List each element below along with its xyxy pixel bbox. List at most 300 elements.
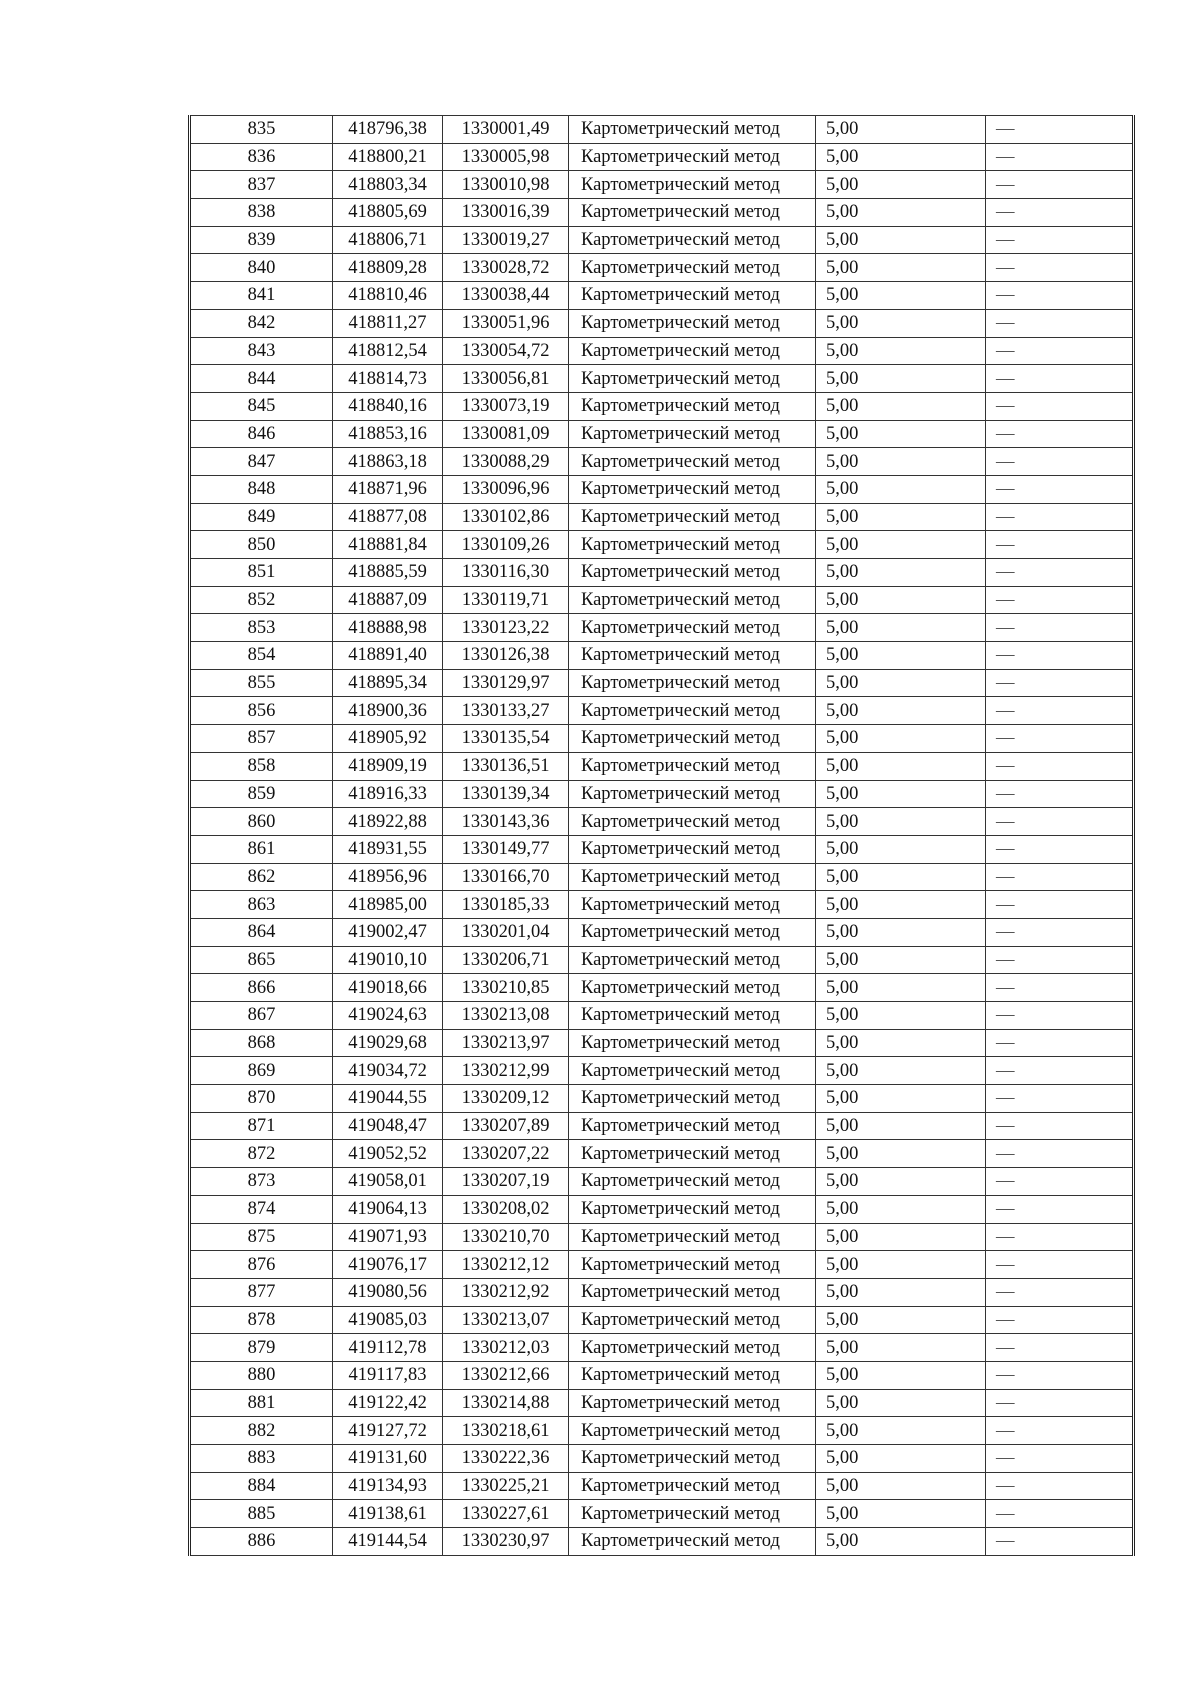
x-coordinate-cell: 419080,56 xyxy=(333,1278,443,1306)
table-row xyxy=(190,863,1134,891)
point-number-cell: 858 xyxy=(190,752,333,780)
note-cell: — xyxy=(986,475,1134,503)
method-cell: Картометрический метод xyxy=(569,254,816,282)
accuracy-cell: 5,00 xyxy=(816,1528,986,1556)
method-cell: Картометрический метод xyxy=(569,1140,816,1168)
y-coordinate-cell: 1330166,70 xyxy=(443,863,569,891)
accuracy-cell: 5,00 xyxy=(816,725,986,753)
point-number-cell: 836 xyxy=(190,143,333,171)
method-cell: Картометрический метод xyxy=(569,1445,816,1473)
point-number-cell: 841 xyxy=(190,282,333,310)
method-cell: Картометрический метод xyxy=(569,1472,816,1500)
note-cell: — xyxy=(986,1057,1134,1085)
point-number-cell: 853 xyxy=(190,614,333,642)
point-number-cell: 875 xyxy=(190,1223,333,1251)
table-row xyxy=(190,946,1134,974)
accuracy-cell: 5,00 xyxy=(816,1417,986,1445)
method-cell: Картометрический метод xyxy=(569,1002,816,1030)
point-number-cell: 866 xyxy=(190,974,333,1002)
y-coordinate-cell: 1330206,71 xyxy=(443,946,569,974)
point-number-cell: 845 xyxy=(190,392,333,420)
table-row xyxy=(190,586,1134,614)
table-row xyxy=(190,780,1134,808)
y-coordinate-cell: 1330081,09 xyxy=(443,420,569,448)
point-number-cell: 838 xyxy=(190,199,333,227)
point-number-cell: 842 xyxy=(190,309,333,337)
accuracy-cell: 5,00 xyxy=(816,614,986,642)
y-coordinate-cell: 1330230,97 xyxy=(443,1528,569,1556)
y-coordinate-cell: 1330208,02 xyxy=(443,1195,569,1223)
accuracy-cell: 5,00 xyxy=(816,1085,986,1113)
method-cell: Картометрический метод xyxy=(569,1057,816,1085)
note-cell: — xyxy=(986,1002,1134,1030)
x-coordinate-cell: 418810,46 xyxy=(333,282,443,310)
note-cell: — xyxy=(986,1528,1134,1556)
method-cell: Картометрический метод xyxy=(569,1168,816,1196)
accuracy-cell: 5,00 xyxy=(816,1389,986,1417)
note-cell: — xyxy=(986,1251,1134,1279)
y-coordinate-cell: 1330213,07 xyxy=(443,1306,569,1334)
x-coordinate-cell: 418909,19 xyxy=(333,752,443,780)
table-row xyxy=(190,199,1134,227)
y-coordinate-cell: 1330201,04 xyxy=(443,918,569,946)
y-coordinate-cell: 1330038,44 xyxy=(443,282,569,310)
note-cell: — xyxy=(986,1029,1134,1057)
note-cell: — xyxy=(986,835,1134,863)
y-coordinate-cell: 1330210,85 xyxy=(443,974,569,1002)
note-cell: — xyxy=(986,808,1134,836)
y-coordinate-cell: 1330005,98 xyxy=(443,143,569,171)
y-coordinate-cell: 1330126,38 xyxy=(443,642,569,670)
coordinates-table xyxy=(188,115,1135,1556)
note-cell: — xyxy=(986,780,1134,808)
x-coordinate-cell: 419064,13 xyxy=(333,1195,443,1223)
method-cell: Картометрический метод xyxy=(569,697,816,725)
method-cell: Картометрический метод xyxy=(569,835,816,863)
method-cell: Картометрический метод xyxy=(569,226,816,254)
note-cell: — xyxy=(986,1445,1134,1473)
accuracy-cell: 5,00 xyxy=(816,946,986,974)
accuracy-cell: 5,00 xyxy=(816,254,986,282)
note-cell: — xyxy=(986,116,1134,144)
point-number-cell: 857 xyxy=(190,725,333,753)
method-cell: Картометрический метод xyxy=(569,1389,816,1417)
point-number-cell: 846 xyxy=(190,420,333,448)
method-cell: Картометрический метод xyxy=(569,1251,816,1279)
table-row xyxy=(190,392,1134,420)
table-row xyxy=(190,891,1134,919)
table-row xyxy=(190,337,1134,365)
accuracy-cell: 5,00 xyxy=(816,1500,986,1528)
method-cell: Картометрический метод xyxy=(569,1417,816,1445)
point-number-cell: 859 xyxy=(190,780,333,808)
point-number-cell: 878 xyxy=(190,1306,333,1334)
note-cell: — xyxy=(986,697,1134,725)
point-number-cell: 864 xyxy=(190,918,333,946)
note-cell: — xyxy=(986,1334,1134,1362)
x-coordinate-cell: 419024,63 xyxy=(333,1002,443,1030)
accuracy-cell: 5,00 xyxy=(816,1057,986,1085)
x-coordinate-cell: 418853,16 xyxy=(333,420,443,448)
table-row xyxy=(190,1334,1134,1362)
note-cell: — xyxy=(986,448,1134,476)
method-cell: Картометрический метод xyxy=(569,1306,816,1334)
table-row xyxy=(190,642,1134,670)
y-coordinate-cell: 1330133,27 xyxy=(443,697,569,725)
accuracy-cell: 5,00 xyxy=(816,365,986,393)
accuracy-cell: 5,00 xyxy=(816,1472,986,1500)
x-coordinate-cell: 419131,60 xyxy=(333,1445,443,1473)
accuracy-cell: 5,00 xyxy=(816,1002,986,1030)
accuracy-cell: 5,00 xyxy=(816,1278,986,1306)
accuracy-cell: 5,00 xyxy=(816,918,986,946)
y-coordinate-cell: 1330054,72 xyxy=(443,337,569,365)
method-cell: Картометрический метод xyxy=(569,171,816,199)
x-coordinate-cell: 419085,03 xyxy=(333,1306,443,1334)
method-cell: Картометрический метод xyxy=(569,1223,816,1251)
y-coordinate-cell: 1330149,77 xyxy=(443,835,569,863)
x-coordinate-cell: 419010,10 xyxy=(333,946,443,974)
accuracy-cell: 5,00 xyxy=(816,503,986,531)
table-row xyxy=(190,143,1134,171)
y-coordinate-cell: 1330136,51 xyxy=(443,752,569,780)
y-coordinate-cell: 1330218,61 xyxy=(443,1417,569,1445)
x-coordinate-cell: 418863,18 xyxy=(333,448,443,476)
note-cell: — xyxy=(986,1306,1134,1334)
accuracy-cell: 5,00 xyxy=(816,282,986,310)
table-row xyxy=(190,365,1134,393)
method-cell: Картометрический метод xyxy=(569,808,816,836)
note-cell: — xyxy=(986,1140,1134,1168)
point-number-cell: 873 xyxy=(190,1168,333,1196)
point-number-cell: 870 xyxy=(190,1085,333,1113)
method-cell: Картометрический метод xyxy=(569,420,816,448)
x-coordinate-cell: 419144,54 xyxy=(333,1528,443,1556)
note-cell: — xyxy=(986,1389,1134,1417)
table-row xyxy=(190,1112,1134,1140)
y-coordinate-cell: 1330019,27 xyxy=(443,226,569,254)
table-row xyxy=(190,752,1134,780)
x-coordinate-cell: 419138,61 xyxy=(333,1500,443,1528)
x-coordinate-cell: 419071,93 xyxy=(333,1223,443,1251)
point-number-cell: 850 xyxy=(190,531,333,559)
point-number-cell: 867 xyxy=(190,1002,333,1030)
x-coordinate-cell: 419127,72 xyxy=(333,1417,443,1445)
x-coordinate-cell: 419044,55 xyxy=(333,1085,443,1113)
y-coordinate-cell: 1330207,19 xyxy=(443,1168,569,1196)
method-cell: Картометрический метод xyxy=(569,1361,816,1389)
point-number-cell: 855 xyxy=(190,669,333,697)
x-coordinate-cell: 419034,72 xyxy=(333,1057,443,1085)
y-coordinate-cell: 1330213,97 xyxy=(443,1029,569,1057)
point-number-cell: 868 xyxy=(190,1029,333,1057)
y-coordinate-cell: 1330227,61 xyxy=(443,1500,569,1528)
x-coordinate-cell: 418806,71 xyxy=(333,226,443,254)
table-row xyxy=(190,725,1134,753)
point-number-cell: 835 xyxy=(190,116,333,144)
note-cell: — xyxy=(986,1223,1134,1251)
y-coordinate-cell: 1330207,22 xyxy=(443,1140,569,1168)
point-number-cell: 880 xyxy=(190,1361,333,1389)
accuracy-cell: 5,00 xyxy=(816,392,986,420)
table-row xyxy=(190,1085,1134,1113)
y-coordinate-cell: 1330088,29 xyxy=(443,448,569,476)
method-cell: Картометрический метод xyxy=(569,337,816,365)
note-cell: — xyxy=(986,282,1134,310)
accuracy-cell: 5,00 xyxy=(816,891,986,919)
table-row xyxy=(190,1445,1134,1473)
accuracy-cell: 5,00 xyxy=(816,1112,986,1140)
table-row xyxy=(190,559,1134,587)
point-number-cell: 847 xyxy=(190,448,333,476)
table-row xyxy=(190,697,1134,725)
x-coordinate-cell: 419058,01 xyxy=(333,1168,443,1196)
y-coordinate-cell: 1330225,21 xyxy=(443,1472,569,1500)
accuracy-cell: 5,00 xyxy=(816,448,986,476)
x-coordinate-cell: 418891,40 xyxy=(333,642,443,670)
method-cell: Картометрический метод xyxy=(569,531,816,559)
y-coordinate-cell: 1330102,86 xyxy=(443,503,569,531)
x-coordinate-cell: 418871,96 xyxy=(333,475,443,503)
note-cell: — xyxy=(986,420,1134,448)
note-cell: — xyxy=(986,1361,1134,1389)
method-cell: Картометрический метод xyxy=(569,1195,816,1223)
x-coordinate-cell: 419122,42 xyxy=(333,1389,443,1417)
table-row xyxy=(190,1223,1134,1251)
y-coordinate-cell: 1330213,08 xyxy=(443,1002,569,1030)
accuracy-cell: 5,00 xyxy=(816,1168,986,1196)
table-row xyxy=(190,1389,1134,1417)
x-coordinate-cell: 418887,09 xyxy=(333,586,443,614)
x-coordinate-cell: 418931,55 xyxy=(333,835,443,863)
table-row xyxy=(190,1417,1134,1445)
table-row xyxy=(190,1306,1134,1334)
x-coordinate-cell: 418888,98 xyxy=(333,614,443,642)
table-row xyxy=(190,1195,1134,1223)
accuracy-cell: 5,00 xyxy=(816,116,986,144)
x-coordinate-cell: 418881,84 xyxy=(333,531,443,559)
method-cell: Картометрический метод xyxy=(569,1112,816,1140)
note-cell: — xyxy=(986,891,1134,919)
accuracy-cell: 5,00 xyxy=(816,808,986,836)
point-number-cell: 872 xyxy=(190,1140,333,1168)
note-cell: — xyxy=(986,1168,1134,1196)
table-row xyxy=(190,171,1134,199)
x-coordinate-cell: 418877,08 xyxy=(333,503,443,531)
note-cell: — xyxy=(986,725,1134,753)
x-coordinate-cell: 419112,78 xyxy=(333,1334,443,1362)
table-row xyxy=(190,1500,1134,1528)
table-row xyxy=(190,309,1134,337)
method-cell: Картометрический метод xyxy=(569,642,816,670)
method-cell: Картометрический метод xyxy=(569,559,816,587)
x-coordinate-cell: 418885,59 xyxy=(333,559,443,587)
point-number-cell: 843 xyxy=(190,337,333,365)
accuracy-cell: 5,00 xyxy=(816,752,986,780)
table-row xyxy=(190,475,1134,503)
x-coordinate-cell: 418985,00 xyxy=(333,891,443,919)
accuracy-cell: 5,00 xyxy=(816,420,986,448)
note-cell: — xyxy=(986,559,1134,587)
note-cell: — xyxy=(986,503,1134,531)
method-cell: Картометрический метод xyxy=(569,946,816,974)
note-cell: — xyxy=(986,863,1134,891)
x-coordinate-cell: 419076,17 xyxy=(333,1251,443,1279)
note-cell: — xyxy=(986,974,1134,1002)
note-cell: — xyxy=(986,254,1134,282)
point-number-cell: 849 xyxy=(190,503,333,531)
note-cell: — xyxy=(986,365,1134,393)
point-number-cell: 851 xyxy=(190,559,333,587)
method-cell: Картометрический метод xyxy=(569,143,816,171)
note-cell: — xyxy=(986,614,1134,642)
x-coordinate-cell: 419029,68 xyxy=(333,1029,443,1057)
note-cell: — xyxy=(986,586,1134,614)
method-cell: Картометрический метод xyxy=(569,918,816,946)
point-number-cell: 861 xyxy=(190,835,333,863)
point-number-cell: 869 xyxy=(190,1057,333,1085)
y-coordinate-cell: 1330207,89 xyxy=(443,1112,569,1140)
y-coordinate-cell: 1330212,12 xyxy=(443,1251,569,1279)
table-row xyxy=(190,420,1134,448)
table-row xyxy=(190,226,1134,254)
table-body xyxy=(190,116,1134,1556)
x-coordinate-cell: 418956,96 xyxy=(333,863,443,891)
accuracy-cell: 5,00 xyxy=(816,1251,986,1279)
x-coordinate-cell: 418796,38 xyxy=(333,116,443,144)
method-cell: Картометрический метод xyxy=(569,586,816,614)
table-row xyxy=(190,1002,1134,1030)
accuracy-cell: 5,00 xyxy=(816,974,986,1002)
y-coordinate-cell: 1330073,19 xyxy=(443,392,569,420)
accuracy-cell: 5,00 xyxy=(816,559,986,587)
x-coordinate-cell: 418895,34 xyxy=(333,669,443,697)
y-coordinate-cell: 1330209,12 xyxy=(443,1085,569,1113)
point-number-cell: 839 xyxy=(190,226,333,254)
accuracy-cell: 5,00 xyxy=(816,1306,986,1334)
y-coordinate-cell: 1330119,71 xyxy=(443,586,569,614)
method-cell: Картометрический метод xyxy=(569,199,816,227)
accuracy-cell: 5,00 xyxy=(816,337,986,365)
method-cell: Картометрический метод xyxy=(569,392,816,420)
x-coordinate-cell: 418800,21 xyxy=(333,143,443,171)
method-cell: Картометрический метод xyxy=(569,503,816,531)
table-row xyxy=(190,808,1134,836)
note-cell: — xyxy=(986,226,1134,254)
note-cell: — xyxy=(986,752,1134,780)
note-cell: — xyxy=(986,1085,1134,1113)
method-cell: Картометрический метод xyxy=(569,116,816,144)
y-coordinate-cell: 1330051,96 xyxy=(443,309,569,337)
table-row xyxy=(190,918,1134,946)
note-cell: — xyxy=(986,531,1134,559)
y-coordinate-cell: 1330109,26 xyxy=(443,531,569,559)
table-row xyxy=(190,1278,1134,1306)
point-number-cell: 886 xyxy=(190,1528,333,1556)
note-cell: — xyxy=(986,946,1134,974)
accuracy-cell: 5,00 xyxy=(816,780,986,808)
point-number-cell: 844 xyxy=(190,365,333,393)
x-coordinate-cell: 418922,88 xyxy=(333,808,443,836)
accuracy-cell: 5,00 xyxy=(816,1334,986,1362)
point-number-cell: 860 xyxy=(190,808,333,836)
accuracy-cell: 5,00 xyxy=(816,309,986,337)
x-coordinate-cell: 419052,52 xyxy=(333,1140,443,1168)
x-coordinate-cell: 418840,16 xyxy=(333,392,443,420)
method-cell: Картометрический метод xyxy=(569,365,816,393)
point-number-cell: 882 xyxy=(190,1417,333,1445)
accuracy-cell: 5,00 xyxy=(816,171,986,199)
x-coordinate-cell: 419117,83 xyxy=(333,1361,443,1389)
table-row xyxy=(190,531,1134,559)
note-cell: — xyxy=(986,918,1134,946)
accuracy-cell: 5,00 xyxy=(816,226,986,254)
x-coordinate-cell: 418803,34 xyxy=(333,171,443,199)
x-coordinate-cell: 419002,47 xyxy=(333,918,443,946)
note-cell: — xyxy=(986,1112,1134,1140)
method-cell: Картометрический метод xyxy=(569,974,816,1002)
method-cell: Картометрический метод xyxy=(569,752,816,780)
y-coordinate-cell: 1330123,22 xyxy=(443,614,569,642)
accuracy-cell: 5,00 xyxy=(816,835,986,863)
note-cell: — xyxy=(986,642,1134,670)
note-cell: — xyxy=(986,1500,1134,1528)
y-coordinate-cell: 1330212,03 xyxy=(443,1334,569,1362)
point-number-cell: 885 xyxy=(190,1500,333,1528)
point-number-cell: 854 xyxy=(190,642,333,670)
table-row xyxy=(190,1140,1134,1168)
accuracy-cell: 5,00 xyxy=(816,586,986,614)
x-coordinate-cell: 418916,33 xyxy=(333,780,443,808)
point-number-cell: 862 xyxy=(190,863,333,891)
accuracy-cell: 5,00 xyxy=(816,642,986,670)
x-coordinate-cell: 419018,66 xyxy=(333,974,443,1002)
table-row xyxy=(190,1472,1134,1500)
point-number-cell: 840 xyxy=(190,254,333,282)
note-cell: — xyxy=(986,171,1134,199)
table-row xyxy=(190,1029,1134,1057)
table-row xyxy=(190,254,1134,282)
method-cell: Картометрический метод xyxy=(569,1500,816,1528)
accuracy-cell: 5,00 xyxy=(816,1361,986,1389)
method-cell: Картометрический метод xyxy=(569,448,816,476)
method-cell: Картометрический метод xyxy=(569,1085,816,1113)
accuracy-cell: 5,00 xyxy=(816,1029,986,1057)
y-coordinate-cell: 1330028,72 xyxy=(443,254,569,282)
y-coordinate-cell: 1330210,70 xyxy=(443,1223,569,1251)
y-coordinate-cell: 1330139,34 xyxy=(443,780,569,808)
table-row xyxy=(190,116,1134,144)
y-coordinate-cell: 1330056,81 xyxy=(443,365,569,393)
table-row xyxy=(190,669,1134,697)
y-coordinate-cell: 1330212,66 xyxy=(443,1361,569,1389)
note-cell: — xyxy=(986,337,1134,365)
y-coordinate-cell: 1330129,97 xyxy=(443,669,569,697)
note-cell: — xyxy=(986,1472,1134,1500)
x-coordinate-cell: 418809,28 xyxy=(333,254,443,282)
method-cell: Картометрический метод xyxy=(569,282,816,310)
x-coordinate-cell: 418805,69 xyxy=(333,199,443,227)
table-row xyxy=(190,974,1134,1002)
note-cell: — xyxy=(986,1278,1134,1306)
note-cell: — xyxy=(986,1417,1134,1445)
point-number-cell: 852 xyxy=(190,586,333,614)
point-number-cell: 884 xyxy=(190,1472,333,1500)
method-cell: Картометрический метод xyxy=(569,614,816,642)
table-row xyxy=(190,1251,1134,1279)
table-row xyxy=(190,1057,1134,1085)
y-coordinate-cell: 1330143,36 xyxy=(443,808,569,836)
